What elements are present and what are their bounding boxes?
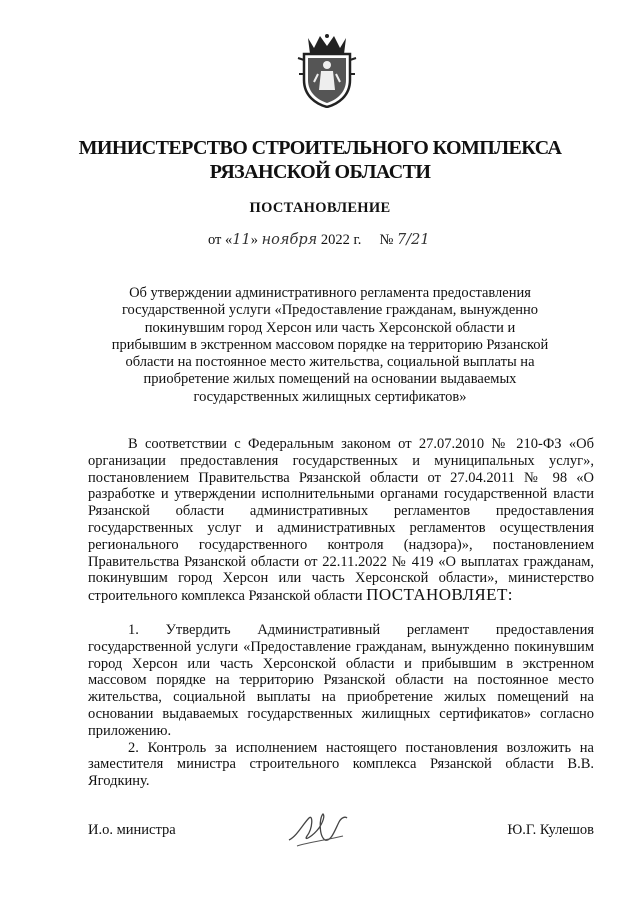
document-subject: Об утверждении административного регламента предоставления государственной услуги «Предоставление гражданам, вынужденно покинувшим город Херсон или часть Херсонской области и прибывшим в экстренном массовом порядке на территорию Рязанской области на постоянное место жительства, социальной выплаты на приобретение жилых помещений на основании выдаваемых государственных жилищных сертификатов» xyxy=(111,285,549,405)
document-type: ПОСТАНОВЛЕНИЕ xyxy=(249,200,391,216)
handwritten-signature-icon xyxy=(283,806,353,854)
preamble-text: В соответствии с Федеральным законом от 27.07.2010 № 210-ФЗ «Об организации предоставления государственных и муниципальных услуг», постановлением Правительства Рязанской области от 27.04.2011 № 98 «О разработке и утверждении исполнительными органами государственной власти Рязанской области административных регламентов предоставления государственных услуг и административных регламентов осуществления регионального государственного контроля (надзора)», постановлением Правительства Рязанской области от 22.11.2022 № 419 «О выплатах гражданам, покинувшим город Херсон или часть Херсонской области», министерство строительного комплекса Рязанской области xyxy=(88,436,594,605)
ministry-line-2: РЯЗАНСКОЙ ОБЛАСТИ xyxy=(209,161,431,183)
signatory-position: И.о. министра xyxy=(88,822,176,838)
signatory-name: Ю.Г. Кулешов xyxy=(507,822,594,838)
date-day: 11 xyxy=(232,232,251,248)
preamble-paragraph xyxy=(88,436,594,605)
resolve-word: ПОСТАНОВЛЯЕТ: xyxy=(366,585,513,605)
ministry-name xyxy=(0,136,640,184)
document-body xyxy=(88,436,594,790)
date-year: 2022 г. xyxy=(317,232,362,248)
ministry-line-1: МИНИСТЕРСТВО СТРОИТЕЛЬНОГО КОМПЛЕКСА xyxy=(78,137,562,159)
document-number: 7/21 xyxy=(397,232,430,248)
item-1-paragraph: 1. Утвердить Административный регламент предоставления государственной услуги «Предоставление гражданам, вынужденно покинувшим город Херсон или часть Херсонской области и прибывшим в экстренном массовом порядке на территорию Рязанской области на постоянное место жительства, социальной выплаты на приобретение жилых помещений на основании выдаваемых государственных жилищных сертификатов» согласно приложению. xyxy=(88,621,594,739)
coat-of-arms-icon xyxy=(296,34,358,108)
item-2-paragraph: 2. Контроль за исполнением настоящего постановления возложить на заместителя министра строительного комплекса Рязанской области В.В. Ягодкину. xyxy=(88,739,594,790)
number-label: № xyxy=(379,232,394,248)
date-number-line xyxy=(208,232,498,249)
date-separator: » xyxy=(250,232,262,248)
date-prefix: от « xyxy=(208,232,233,248)
signature-block xyxy=(88,822,594,852)
date-month: ноября xyxy=(261,232,318,248)
